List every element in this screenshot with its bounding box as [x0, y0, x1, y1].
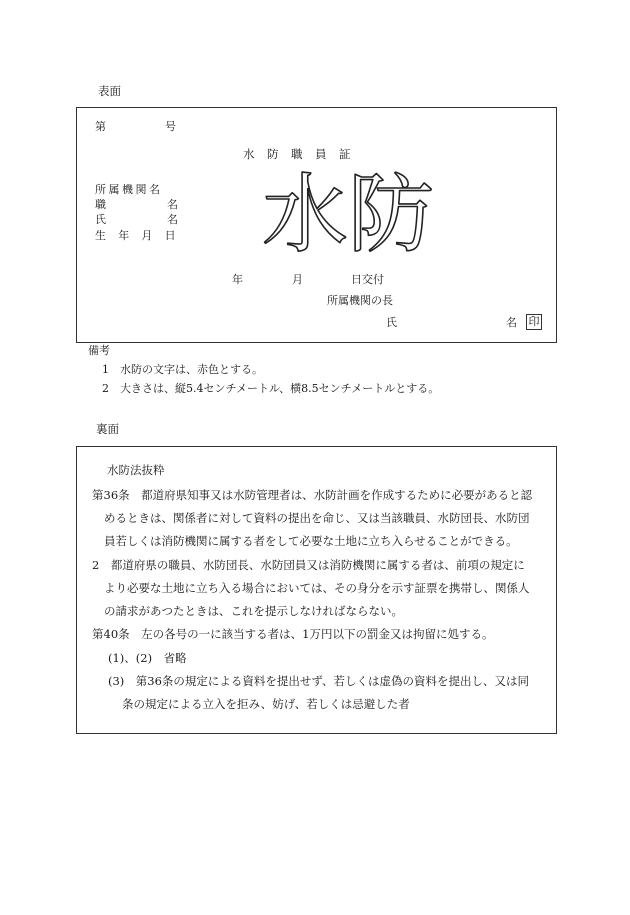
emblem-glyphs: 水防 [262, 165, 434, 256]
emblem-outline-text [258, 164, 438, 256]
article-36-para2-line-2: より必要な土地に立ち入る場合においては、その身分を示す証票を携帯し、関係人 [104, 581, 530, 595]
article-36-line-2: めるときは、関係者に対して資料の提出を命じ、又は当該職員、水防団長、水防団 [104, 511, 530, 525]
issuer-title: 所属機関の長 [327, 294, 393, 307]
seal-mark: 印 [526, 314, 542, 330]
card-number-suffix: 号 [165, 120, 176, 133]
article-36-line-3: 員若しくは消防機関に属する者をして必要な土地に立ち入らせることができる。 [104, 534, 518, 548]
field-name-label-b: 名 [167, 213, 178, 226]
article-36-para2-line-3: の請求があつたときは、これを提示しなければならない。 [104, 604, 403, 618]
article-40-item-1-2: (1)、(2) 省略 [108, 651, 187, 665]
article-40-item-3-line-1: (3) 第36条の規定による資料を提出せず、若しくは虚偽の資料を提出し、又は同 [108, 674, 529, 688]
field-name-label-a: 氏 [95, 213, 106, 226]
article-36-line-1: 第36条 都道府県知事又は水防管理者は、水防計画を作成するために必要があると認 [92, 488, 533, 502]
card-title: 水 防 職 員 証 [243, 147, 351, 161]
card-number-prefix: 第 [95, 120, 106, 133]
article-36-para2-line-1: 2 都道府県の職員、水防団長、水防団員又は消防機関に属する者は、前項の規定に [92, 558, 525, 572]
field-birth-label: 生 年 月 日 [95, 229, 177, 242]
field-org-label: 所属機関名 [95, 183, 163, 196]
field-role-label-b: 名 [167, 198, 178, 211]
back-heading: 裏面 [96, 422, 119, 436]
field-role-label-a: 職 [95, 198, 106, 211]
issuer-name-label-a: 氏 [386, 316, 397, 329]
note-item-2: 2 大きさは、縦5.4センチメートル、横8.5センチメートルとする。 [102, 382, 440, 395]
issue-year-label: 年 [232, 273, 243, 286]
article-40-item-3-line-2: 条の規定による立入を拒み、妨げ、若しくは忌避した者 [122, 697, 410, 711]
notes-heading: 備考 [88, 344, 110, 357]
issuer-name-label-b: 名 [506, 316, 517, 329]
front-heading: 表面 [98, 84, 121, 98]
article-40-line: 第40条 左の各号の一に該当する者は、1万円以下の罰金又は拘留に処する。 [92, 627, 494, 641]
excerpt-title: 水防法抜粋 [107, 463, 165, 477]
issue-day-label: 日交付 [351, 273, 384, 286]
back-card [76, 446, 557, 734]
note-item-1: 1 水防の文字は、赤色とする。 [102, 363, 263, 376]
issue-month-label: 月 [292, 273, 303, 286]
